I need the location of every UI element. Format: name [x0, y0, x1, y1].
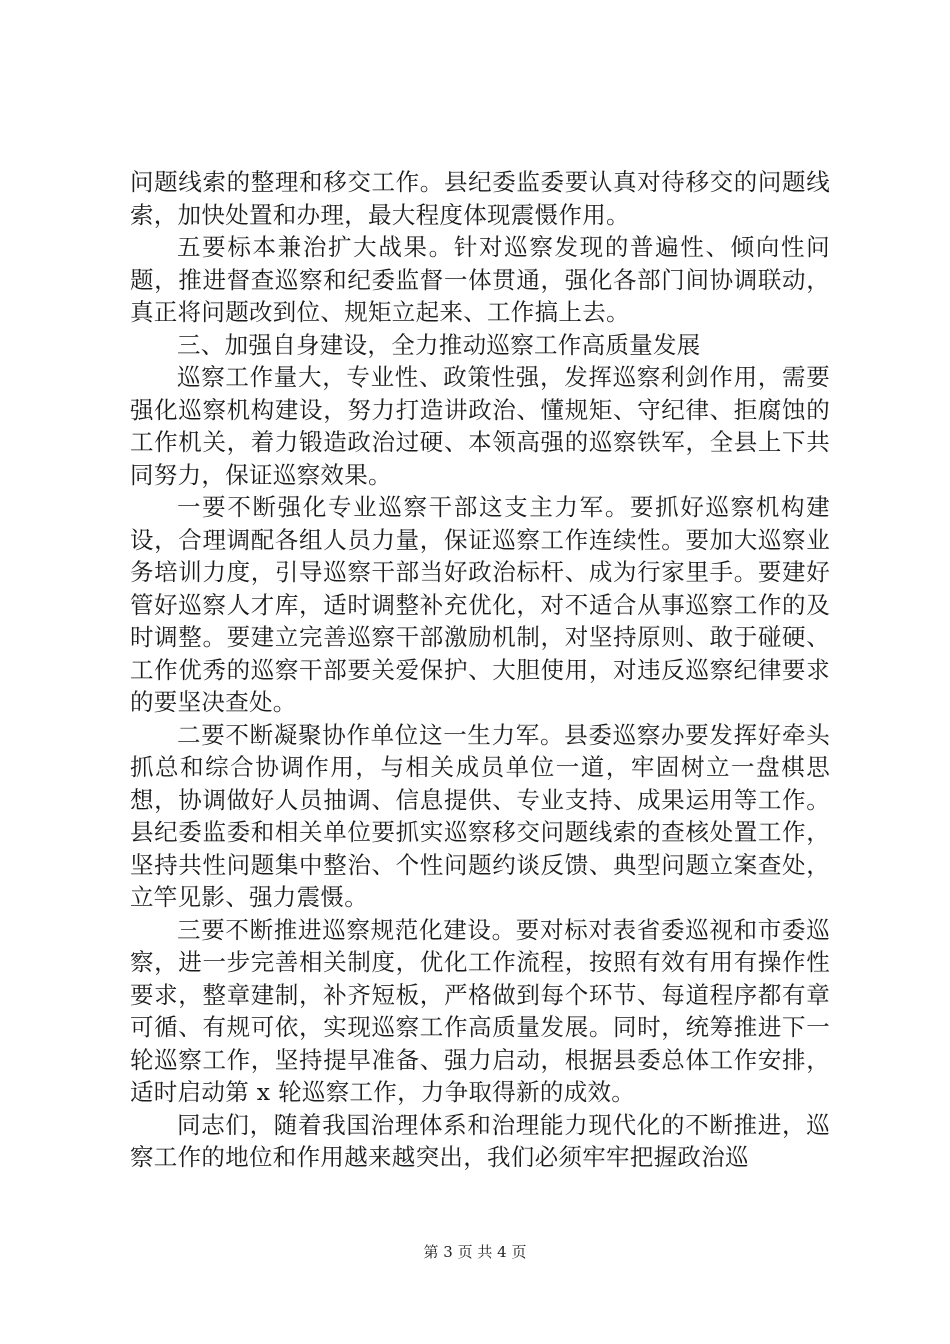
- paragraph-point-one: 一要不断强化专业巡察干部这支主力军。要抓好巡察机构建设，合理调配各组人员力量，保证巡察工作连续性。要加大巡察业务培训力度，引导巡察干部当好政治标杆、成为行家里手。要建好管好巡察人才库，适时调整补充优化，对不适合从事巡察工作的及时调整。要建立完善巡察干部激励机制，对坚持原则、敢于碰硬、工作优秀的巡察干部要关爱保护、大胆使用，对违反巡察纪律要求的要坚决查处。: [130, 493, 830, 716]
- paragraph-closing: 同志们，随着我国治理体系和治理能力现代化的不断推进，巡察工作的地位和作用越来越突出，我们必须牢牢把握政治巡: [130, 1110, 830, 1171]
- document-body: [130, 166, 830, 1174]
- paragraph-point-two: 二要不断凝聚协作单位这一生力军。县委巡察办要发挥好牵头抓总和综合协调作用，与相关成员单位一道，牢固树立一盘棋思想，协调做好人员抽调、信息提供、专业支持、成果运用等工作。县纪委监委和相关单位要抓实巡察移交问题线索的查核处置工作，坚持共性问题集中整治、个性问题约谈反馈、典型问题立案查处，立竿见影、强力震慑。: [130, 720, 830, 911]
- page-footer: 第 3 页 共 4 页: [423, 1243, 527, 1261]
- section-heading-three: 三、加强自身建设，全力推动巡察工作高质量发展: [177, 330, 701, 359]
- paragraph-continuation: 问题线索的整理和移交工作。县纪委监委要认真对待移交的问题线索，加快处置和办理，最大程度体现震慑作用。: [130, 168, 830, 229]
- paragraph-section-intro: 巡察工作量大，专业性、政策性强，发挥巡察利剑作用，需要强化巡察机构建设，努力打造讲政治、懂规矩、守纪律、拒腐蚀的工作机关，着力锻造政治过硬、本领高强的巡察铁军，全县上下共同努力，保证巡察效果。: [130, 363, 830, 489]
- paragraph-point-three: 三要不断推进巡察规范化建设。要对标对表省委巡视和市委巡察，进一步完善相关制度，优化工作流程，按照有效有用有操作性要求，整章建制，补齐短板，严格做到每个环节、每道程序都有章可循、有规可依，实现巡察工作高质量发展。同时，统筹推进下一轮巡察工作，坚持提早准备、强力启动，根据县委总体工作安排，适时启动第 x 轮巡察工作，力争取得新的成效。: [130, 915, 830, 1106]
- paragraph-point-five: 五要标本兼治扩大战果。针对巡察发现的普遍性、倾向性问题，推进督查巡察和纪委监督一体贯通，强化各部门间协调联动，真正将问题改到位、规矩立起来、工作搞上去。: [130, 233, 830, 326]
